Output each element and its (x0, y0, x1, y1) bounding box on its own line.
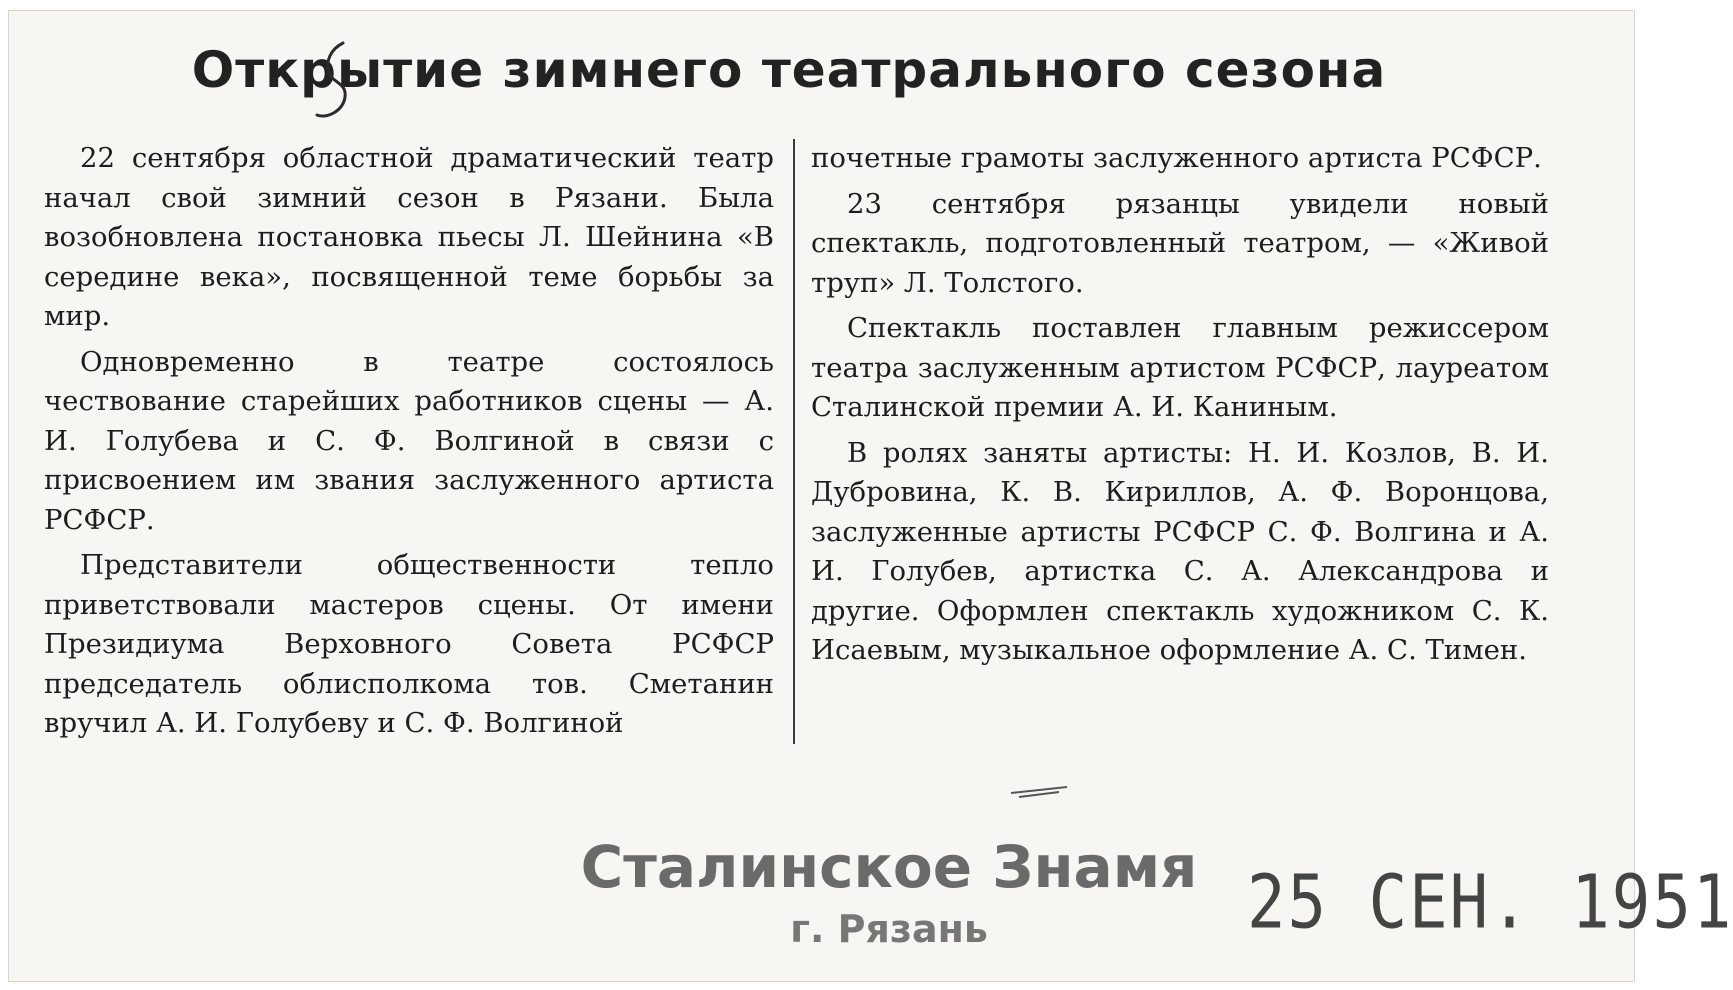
newspaper-name-stamp: Сталинское Знамя (580, 833, 1198, 901)
handwritten-pen-mark (309, 39, 355, 129)
article-left-column (44, 139, 774, 744)
article-paragraph: 23 сентября рязанцы увидели новый спектакль, подготовленный театром, — «Живой труп» Л. Толстого. (811, 187, 1549, 299)
newspaper-clipping (8, 10, 1733, 982)
article-paragraph-continued: почетные грамоты заслуженного артиста РСФСР. (811, 142, 1542, 174)
date-stamp: 25 СЕН. 1951 (1247, 861, 1733, 947)
article-right-column (811, 139, 1549, 671)
column-divider (793, 139, 795, 744)
article-paragraph: Спектакль поставлен главным режиссером театра заслуженным артистом РСФСР, лауреатом Сталинской премии А. И. Каниным. (811, 312, 1549, 423)
newspaper-city-stamp: г. Рязань (790, 907, 988, 951)
article-end-mark (1009, 783, 1069, 799)
article-paragraph: Одновременно в театре состоялось чествование старейших работников сцены — А. И. Голубева и С. Ф. Волгиной в связи с присвоением им звания заслуженного артиста РСФСР. (44, 345, 774, 536)
article-paragraph: 22 сентября областной драматический театр начал свой зимний сезон в Рязани. Была возобновлена постановка пьесы Л. Шейнина «В середине века», посвященной теме борьбы за мир. (44, 142, 774, 332)
article-headline: Открытие зимнего театрального сезона (191, 41, 1387, 99)
article-paragraph: Представители общественности тепло приветствовали мастеров сцены. От имени Президиума Верховного Совета РСФСР председатель облисполкома тов. Сметанин вручил А. И. Голубеву и С. Ф. Волгиной (44, 549, 774, 739)
article-paragraph: В ролях заняты артисты: Н. И. Козлов, В. И. Дубровина, К. В. Кириллов, А. Ф. Воронцова, заслуженные артисты РСФСР С. Ф. Волгина и А. И. Голубев, артистка С. А. Александрова и другие. Оформлен спектакль художником С. К. Исаевым, музыкальное оформление А. С. Тимен. (811, 436, 1549, 666)
